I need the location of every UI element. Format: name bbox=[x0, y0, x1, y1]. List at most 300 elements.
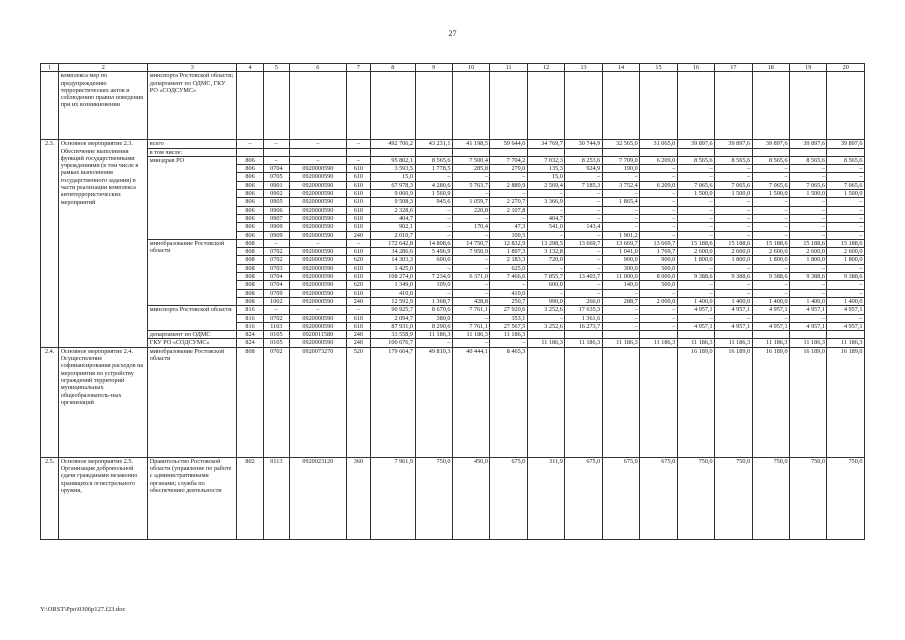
amount-cell: 13 669,7 bbox=[565, 239, 602, 247]
amount-cell: – bbox=[415, 231, 452, 239]
amount-cell bbox=[752, 331, 789, 339]
executor-cell: департамент по ОДМС bbox=[148, 331, 237, 339]
amount-cell: 11 000,0 bbox=[602, 273, 639, 281]
amount-cell: – bbox=[527, 289, 564, 297]
amount-cell: – bbox=[640, 306, 677, 314]
code-cell-c bbox=[290, 148, 347, 156]
amount-cell: 40 444,1 bbox=[452, 347, 489, 457]
amount-cell: 11 186,3 bbox=[677, 339, 714, 347]
table-row bbox=[41, 347, 865, 457]
amount-cell: – bbox=[790, 198, 827, 206]
amount-cell: 87 931,0 bbox=[370, 322, 415, 330]
amount-cell: 39 897,6 bbox=[715, 140, 752, 148]
amount-cell: 8 253,6 bbox=[565, 156, 602, 164]
amount-cell: – bbox=[715, 289, 752, 297]
amount-cell: 675,0 bbox=[640, 457, 677, 539]
amount-cell: 172 642,8 bbox=[370, 239, 415, 247]
amount-cell bbox=[370, 148, 415, 156]
amount-cell: 7 761,1 bbox=[452, 322, 489, 330]
amount-cell: – bbox=[602, 190, 639, 198]
amount-cell: 100 676,7 bbox=[370, 339, 415, 347]
code-cell-c: 0920000590 bbox=[290, 314, 347, 322]
amount-cell: 4 957,1 bbox=[677, 306, 714, 314]
amount-cell: 2 889,9 bbox=[490, 181, 527, 189]
amount-cell: 2 600,0 bbox=[715, 248, 752, 256]
amount-cell: – bbox=[790, 165, 827, 173]
amount-cell: 14 808,6 bbox=[415, 239, 452, 247]
amount-cell: 4 957,1 bbox=[790, 306, 827, 314]
amount-cell: – bbox=[752, 223, 789, 231]
code-cell-g: 824 bbox=[237, 331, 263, 339]
amount-cell: 14 750,7 bbox=[452, 239, 489, 247]
amount-cell: – bbox=[715, 198, 752, 206]
amount-cell: 109,0 bbox=[415, 281, 452, 289]
amount-cell: – bbox=[415, 223, 452, 231]
amount-cell: – bbox=[602, 306, 639, 314]
amount-cell: 410,0 bbox=[370, 289, 415, 297]
amount-cell: – bbox=[565, 248, 602, 256]
amount-cell: 900,0 bbox=[640, 256, 677, 264]
code-cell-r: 0906 bbox=[263, 206, 289, 214]
amount-cell: – bbox=[677, 264, 714, 272]
code-cell-g: 806 bbox=[237, 173, 263, 181]
amount-cell bbox=[452, 148, 489, 156]
amount-cell: – bbox=[790, 289, 827, 297]
amount-cell: 108 274,0 bbox=[370, 273, 415, 281]
code-cell-c: – bbox=[290, 156, 347, 164]
amount-cell: 11 186,3 bbox=[790, 339, 827, 347]
item-title: Основное мероприятие 2.3. Обеспечение выполнения функций государственными учреждениями (в том числе в рамках выполнения государственного задания) в части реализации комплекса антитеррористических мероприятий bbox=[59, 140, 148, 347]
code-cell-v: 610 bbox=[346, 173, 370, 181]
amount-cell: 2 569,4 bbox=[527, 181, 564, 189]
amount-cell: – bbox=[527, 264, 564, 272]
amount-cell: 750,0 bbox=[415, 457, 452, 539]
code-cell-c: 0920000590 bbox=[290, 190, 347, 198]
amount-cell: 7 065,6 bbox=[827, 181, 865, 189]
code-cell-v: – bbox=[346, 306, 370, 314]
code-cell-g bbox=[237, 148, 263, 156]
amount-cell: 39 897,6 bbox=[827, 140, 865, 148]
amount-cell: 179 664,7 bbox=[370, 347, 415, 457]
amount-cell bbox=[640, 148, 677, 156]
amount-cell: 5 763,7 bbox=[452, 181, 489, 189]
amount-cell bbox=[490, 148, 527, 156]
code-cell-r: – bbox=[263, 306, 289, 314]
amount-cell: – bbox=[715, 214, 752, 222]
amount-cell: 4 957,1 bbox=[715, 306, 752, 314]
amount-cell bbox=[527, 347, 564, 457]
amount-cell: 7 709,0 bbox=[602, 156, 639, 164]
amount-cell: 33 558,9 bbox=[370, 331, 415, 339]
amount-cell bbox=[602, 347, 639, 457]
amount-cell: 16 189,0 bbox=[677, 347, 714, 457]
amount-cell: – bbox=[602, 214, 639, 222]
code-cell-v: 610 bbox=[346, 181, 370, 189]
amount-cell: – bbox=[827, 223, 865, 231]
amount-cell: – bbox=[827, 165, 865, 173]
amount-cell: 625,0 bbox=[490, 264, 527, 272]
amount-cell: 410,0 bbox=[490, 289, 527, 297]
item-number: 2.5. bbox=[41, 457, 59, 539]
amount-cell: 15 188,6 bbox=[752, 239, 789, 247]
continuation-row bbox=[41, 72, 865, 140]
column-number: 9 bbox=[415, 64, 452, 72]
amount-cell: 8 565,6 bbox=[827, 156, 865, 164]
amount-cell: 12 832,9 bbox=[490, 239, 527, 247]
amount-cell: – bbox=[715, 165, 752, 173]
amount-cell: – bbox=[640, 165, 677, 173]
amount-cell: 1 400,0 bbox=[715, 297, 752, 305]
code-cell-r: 0703 bbox=[263, 264, 289, 272]
executor-cell: Правительство Ростовской области (управление по работе с административными органами; служба по обеспечению деятельности bbox=[148, 457, 237, 539]
code-cell-r: 0105 bbox=[263, 339, 289, 347]
amount-cell: 945,6 bbox=[415, 198, 452, 206]
amount-cell: 1 400,0 bbox=[790, 297, 827, 305]
amount-cell: 1 368,7 bbox=[415, 297, 452, 305]
amount-cell bbox=[715, 148, 752, 156]
amount-cell: 266,0 bbox=[565, 297, 602, 305]
amount-cell: – bbox=[677, 314, 714, 322]
amount-cell: – bbox=[452, 289, 489, 297]
column-number: 1 bbox=[41, 64, 59, 72]
code-cell-v: 610 bbox=[346, 264, 370, 272]
code-cell-c: 0920000590 bbox=[290, 297, 347, 305]
amount-cell: 8 670,6 bbox=[415, 306, 452, 314]
code-cell-v: – bbox=[346, 156, 370, 164]
amount-cell: – bbox=[415, 289, 452, 297]
amount-cell: 9 388,6 bbox=[827, 273, 865, 281]
code-cell-c: 0920000590 bbox=[290, 214, 347, 222]
amount-cell: 8 565,6 bbox=[715, 156, 752, 164]
executor-cell: всего bbox=[148, 140, 237, 148]
amount-cell: 1 778,5 bbox=[415, 165, 452, 173]
amount-cell: 2 094,7 bbox=[370, 314, 415, 322]
code-cell-r: 0901 bbox=[263, 181, 289, 189]
amount-cell: – bbox=[677, 223, 714, 231]
amount-cell: 288,7 bbox=[602, 297, 639, 305]
amount-cell: 9 508,3 bbox=[370, 198, 415, 206]
amount-cell: 1 901,2 bbox=[602, 231, 639, 239]
code-cell-v: 610 bbox=[346, 314, 370, 322]
amount-cell: – bbox=[677, 206, 714, 214]
amount-cell bbox=[827, 331, 865, 339]
amount-cell: 13 403,7 bbox=[565, 273, 602, 281]
code-cell-v: 520 bbox=[346, 347, 370, 457]
amount-cell: 39 897,6 bbox=[752, 140, 789, 148]
amount-cell: 11 186,3 bbox=[715, 339, 752, 347]
amount-cell: 285,8 bbox=[452, 165, 489, 173]
code-cell-r: 1103 bbox=[263, 322, 289, 330]
code-cell-r: 0705 bbox=[263, 173, 289, 181]
amount-cell: 41 198,5 bbox=[452, 140, 489, 148]
amount-cell: 15 188,6 bbox=[715, 239, 752, 247]
amount-cell: – bbox=[790, 223, 827, 231]
amount-cell: 39 897,6 bbox=[790, 140, 827, 148]
amount-cell: – bbox=[565, 264, 602, 272]
amount-cell: 2 000,0 bbox=[640, 297, 677, 305]
amount-cell: 7 950,9 bbox=[452, 248, 489, 256]
code-cell-v: 610 bbox=[346, 273, 370, 281]
code-cell-c: 0920000590 bbox=[290, 289, 347, 297]
code-cell-c: 0920000590 bbox=[290, 339, 347, 347]
amount-cell: 7 065,6 bbox=[752, 181, 789, 189]
amount-cell: 1 041,0 bbox=[602, 248, 639, 256]
amount-cell: – bbox=[752, 231, 789, 239]
code-cell-g: 808 bbox=[237, 273, 263, 281]
amount-cell: 750,0 bbox=[677, 457, 714, 539]
amount-cell: 7 855,7 bbox=[527, 273, 564, 281]
amount-cell: 2 010,7 bbox=[370, 231, 415, 239]
amount-cell: 47,3 bbox=[490, 223, 527, 231]
cell-empty bbox=[41, 72, 59, 140]
amount-cell: 13 669,7 bbox=[640, 239, 677, 247]
amount-cell: – bbox=[827, 314, 865, 322]
column-number: 4 bbox=[237, 64, 263, 72]
amount-cell: – bbox=[602, 173, 639, 181]
amount-cell: 8 465,3 bbox=[490, 347, 527, 457]
code-cell-g: – bbox=[237, 140, 263, 148]
amount-cell: 3 252,6 bbox=[527, 306, 564, 314]
amount-cell: 990,0 bbox=[527, 297, 564, 305]
amount-cell: – bbox=[752, 281, 789, 289]
amount-cell: – bbox=[677, 198, 714, 206]
amount-cell: – bbox=[565, 198, 602, 206]
amount-cell bbox=[790, 148, 827, 156]
amount-cell: 8 565,6 bbox=[752, 156, 789, 164]
amount-cell: 279,0 bbox=[490, 165, 527, 173]
column-number: 8 bbox=[370, 64, 415, 72]
amount-cell: – bbox=[715, 223, 752, 231]
budget-table bbox=[40, 63, 865, 540]
amount-cell: 902,1 bbox=[370, 223, 415, 231]
code-cell-r: 0709 bbox=[263, 289, 289, 297]
code-cell-c: 0920073270 bbox=[290, 347, 347, 457]
amount-cell: 1 897,3 bbox=[490, 248, 527, 256]
amount-cell: – bbox=[527, 206, 564, 214]
amount-cell: – bbox=[790, 264, 827, 272]
amount-cell: – bbox=[640, 223, 677, 231]
column-number: 14 bbox=[602, 64, 639, 72]
amount-cell: 3 752,4 bbox=[602, 181, 639, 189]
column-number: 13 bbox=[565, 64, 602, 72]
amount-cell: – bbox=[790, 231, 827, 239]
amount-cell: – bbox=[827, 264, 865, 272]
amount-cell: 15 188,6 bbox=[827, 239, 865, 247]
code-cell-g: 802 bbox=[237, 457, 263, 539]
code-cell-r: 0702 bbox=[263, 314, 289, 322]
amount-cell: 1 800,0 bbox=[715, 256, 752, 264]
code-cell-g: 806 bbox=[237, 214, 263, 222]
code-cell-r: 0909 bbox=[263, 231, 289, 239]
code-cell-g: 808 bbox=[237, 256, 263, 264]
code-cell-r: 0702 bbox=[263, 347, 289, 457]
code-cell-r: 0704 bbox=[263, 281, 289, 289]
code-cell-v: 240 bbox=[346, 297, 370, 305]
item-title: Основное мероприятие 2.5. Организация добровольной сдачи гражданами незаконно хранящихся огнестрельного оружия, bbox=[59, 457, 148, 539]
code-cell-c: 0920000590 bbox=[290, 322, 347, 330]
amount-cell: 404,7 bbox=[370, 214, 415, 222]
table-row bbox=[41, 239, 865, 247]
amount-cell: 16 189,0 bbox=[715, 347, 752, 457]
amount-cell: 14 303,3 bbox=[370, 256, 415, 264]
amount-cell: 750,0 bbox=[752, 457, 789, 539]
code-cell-v: 240 bbox=[346, 231, 370, 239]
code-cell-v: 240 bbox=[346, 339, 370, 347]
code-cell-c: 0920000590 bbox=[290, 273, 347, 281]
column-number-row bbox=[41, 64, 865, 72]
amount-cell: 140,0 bbox=[602, 281, 639, 289]
amount-cell: 32 565,0 bbox=[602, 140, 639, 148]
column-number: 18 bbox=[752, 64, 789, 72]
amount-cell: – bbox=[640, 206, 677, 214]
amount-cell: 15 188,6 bbox=[790, 239, 827, 247]
code-cell-v: 610 bbox=[346, 248, 370, 256]
amount-cell: – bbox=[715, 206, 752, 214]
amount-cell: – bbox=[452, 314, 489, 322]
amount-cell: 380,0 bbox=[415, 314, 452, 322]
amount-cell: 250,7 bbox=[490, 297, 527, 305]
amount-cell: 1 500,0 bbox=[752, 190, 789, 198]
amount-cell: 9 388,6 bbox=[752, 273, 789, 281]
amount-cell: 600,0 bbox=[527, 281, 564, 289]
amount-cell bbox=[752, 148, 789, 156]
amount-cell: 750,0 bbox=[715, 457, 752, 539]
amount-cell: – bbox=[715, 173, 752, 181]
amount-cell: 1 425,0 bbox=[370, 264, 415, 272]
amount-cell: – bbox=[640, 214, 677, 222]
amount-cell: 720,0 bbox=[527, 256, 564, 264]
code-cell-v bbox=[346, 148, 370, 156]
amount-cell: 404,7 bbox=[527, 214, 564, 222]
column-number: 7 bbox=[346, 64, 370, 72]
amount-cell bbox=[790, 331, 827, 339]
amount-cell: – bbox=[752, 165, 789, 173]
amount-cell: – bbox=[415, 206, 452, 214]
code-cell-v: 620 bbox=[346, 281, 370, 289]
code-cell-r: 0113 bbox=[263, 457, 289, 539]
amount-cell: – bbox=[565, 206, 602, 214]
amount-cell: 7 500,4 bbox=[452, 156, 489, 164]
code-cell-r: – bbox=[263, 239, 289, 247]
amount-cell: 39 897,6 bbox=[677, 140, 714, 148]
table-row bbox=[41, 148, 865, 156]
code-cell-c: 0920000590 bbox=[290, 206, 347, 214]
amount-cell: 15,0 bbox=[370, 173, 415, 181]
amount-cell bbox=[677, 148, 714, 156]
continuation-executor: минспорта Ростовской области; департамент по ОДМС, ГКУ РО «СОДСУМС» bbox=[148, 72, 237, 140]
amount-cell: 13 298,5 bbox=[527, 239, 564, 247]
code-cell-g: 816 bbox=[237, 322, 263, 330]
code-cell-g: 808 bbox=[237, 281, 263, 289]
amount-cell: – bbox=[602, 223, 639, 231]
amount-cell: – bbox=[415, 339, 452, 347]
code-cell-v: 620 bbox=[346, 256, 370, 264]
amount-cell: – bbox=[490, 339, 527, 347]
amount-cell: 170,4 bbox=[452, 223, 489, 231]
code-cell-c: 0920000590 bbox=[290, 264, 347, 272]
amount-cell: – bbox=[752, 289, 789, 297]
amount-cell: – bbox=[752, 206, 789, 214]
amount-cell: 450,0 bbox=[452, 457, 489, 539]
amount-cell: 95 802,1 bbox=[370, 156, 415, 164]
amount-cell: 30 744,9 bbox=[565, 140, 602, 148]
column-number: 12 bbox=[527, 64, 564, 72]
amount-cell: 5 496,9 bbox=[415, 248, 452, 256]
amount-cell: – bbox=[827, 198, 865, 206]
amount-cell: 16 189,0 bbox=[752, 347, 789, 457]
amount-cell: – bbox=[790, 281, 827, 289]
amount-cell: 1 800,0 bbox=[677, 256, 714, 264]
amount-cell: – bbox=[715, 281, 752, 289]
code-cell-c: – bbox=[290, 306, 347, 314]
amount-cell: 11 186,3 bbox=[565, 339, 602, 347]
amount-cell: 2 183,3 bbox=[490, 256, 527, 264]
code-cell-g: 806 bbox=[237, 231, 263, 239]
amount-cell: 4 280,6 bbox=[415, 181, 452, 189]
column-number: 10 bbox=[452, 64, 489, 72]
footer-file-path: Y:\ORST\Ppo\0306p127.f23.doc bbox=[40, 606, 126, 613]
amount-cell: 7 032,3 bbox=[527, 156, 564, 164]
executor-cell: минспорта Ростовской области bbox=[148, 306, 237, 331]
amount-cell: 7 234,0 bbox=[415, 273, 452, 281]
amount-cell: 143,4 bbox=[565, 223, 602, 231]
code-cell-g: 808 bbox=[237, 264, 263, 272]
amount-cell bbox=[715, 331, 752, 339]
amount-cell: – bbox=[565, 190, 602, 198]
amount-cell: 34 769,7 bbox=[527, 140, 564, 148]
amount-cell: 6 209,0 bbox=[640, 156, 677, 164]
amount-cell bbox=[415, 148, 452, 156]
amount-cell: – bbox=[527, 314, 564, 322]
code-cell-c: 0920023120 bbox=[290, 457, 347, 539]
amount-cell: – bbox=[452, 214, 489, 222]
code-cell-c: 0920000590 bbox=[290, 173, 347, 181]
amount-cell: 4 957,1 bbox=[752, 306, 789, 314]
table-row bbox=[41, 331, 865, 339]
amount-cell: – bbox=[527, 231, 564, 239]
code-cell-g: 806 bbox=[237, 198, 263, 206]
amount-cell: 9 388,6 bbox=[790, 273, 827, 281]
amount-cell: – bbox=[715, 264, 752, 272]
amount-cell: 135,3 bbox=[527, 165, 564, 173]
amount-cell: – bbox=[565, 256, 602, 264]
amount-cell: – bbox=[565, 281, 602, 289]
amount-cell: 11 186,3 bbox=[602, 339, 639, 347]
code-cell-v: 240 bbox=[346, 331, 370, 339]
amount-cell: 2 328,6 bbox=[370, 206, 415, 214]
amount-cell: – bbox=[677, 281, 714, 289]
amount-cell bbox=[677, 331, 714, 339]
amount-cell: 12 592,9 bbox=[370, 297, 415, 305]
amount-cell bbox=[602, 331, 639, 339]
amount-cell: – bbox=[602, 289, 639, 297]
amount-cell: – bbox=[452, 190, 489, 198]
code-cell-c: 0920000590 bbox=[290, 165, 347, 173]
amount-cell: – bbox=[640, 190, 677, 198]
code-cell-v: – bbox=[346, 239, 370, 247]
amount-cell: 67 978,3 bbox=[370, 181, 415, 189]
amount-cell bbox=[565, 148, 602, 156]
amount-cell: – bbox=[827, 281, 865, 289]
amount-cell: 16 273,7 bbox=[565, 322, 602, 330]
amount-cell: 2 600,0 bbox=[827, 248, 865, 256]
amount-cell: 31 065,0 bbox=[640, 140, 677, 148]
amount-cell: 900,0 bbox=[602, 256, 639, 264]
amount-cell bbox=[640, 331, 677, 339]
amount-cell: 600,0 bbox=[415, 256, 452, 264]
code-cell-c: 0920000590 bbox=[290, 248, 347, 256]
amount-cell: – bbox=[752, 264, 789, 272]
